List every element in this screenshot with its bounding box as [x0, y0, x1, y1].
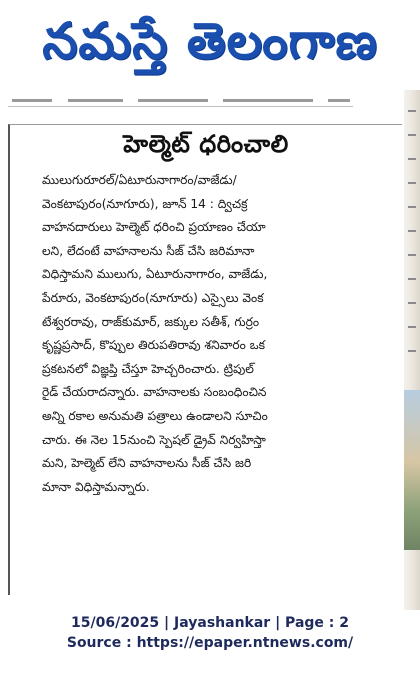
article-line: పేరూరు, వెంకటాపురం(నూగూరు) ఎస్సైలు వెంక: [42, 290, 264, 305]
article-line: విధిస్తామని ములుగు, ఏటూరునాగారం, వాజేడు,: [42, 267, 268, 282]
cut-off-previous-text: [8, 94, 353, 107]
article-line: కృష్ణప్రసాద్, కొప్పుల తిరుపతిరావు శనివారం ఒక: [42, 338, 265, 353]
edition-info: 15/06/2025 | Jayashankar | Page : 2: [71, 615, 349, 631]
article-line: లని, లేదంటే వాహనాలను సీజ్ చేసి జరిమానా: [42, 243, 255, 258]
article-line: చారు. ఈ నెల 15నుంచి స్పెషల్ డ్రైవ్ నిర్వహిస్తా: [42, 432, 266, 447]
article-line: మానా విధిస్తామన్నారు.: [42, 479, 150, 494]
source-link[interactable]: Source : https://epaper.ntnews.com/: [66, 635, 354, 651]
article-headline: హెల్మెట్ ధరించాలి: [123, 130, 289, 158]
article-line: ప్రకటనలో విజ్ఞప్తి చేస్తూ హెచ్చరించారు. ట్రిపుల్: [42, 361, 254, 376]
newspaper-logo: నమస్తే తెలంగాణ: [42, 12, 378, 70]
article-line: వెంకటాపురం(నూగూరు), జూన్ 14 : ద్విచక్ర: [42, 196, 248, 211]
article-line: మని, హెల్మెట్ లేని వాహనాలను సీజ్ చేసి జరి: [42, 456, 252, 471]
adjacent-page-edge: [404, 90, 420, 610]
masthead: [10, 6, 410, 76]
clipping-area: [0, 90, 420, 610]
adjacent-photo: [404, 390, 420, 550]
article-line: అన్ని రకాల అనుమతి పత్రాలు ఉండాలని సూచిం: [42, 408, 268, 423]
article-line: టేశ్వరరావు, రాజ్‌కుమార్, జక్కుల సతీశ్, గుర్రం: [42, 314, 260, 329]
source-footer: [0, 613, 420, 653]
article-line: వాహనదారులు హెల్మెట్ ధరించి ప్రయాణం చేయా: [42, 220, 266, 235]
article-body: [42, 169, 396, 499]
article-line: ములుగురూరల్/ఏటూరునాగారం/వాజేడు/: [42, 173, 237, 187]
article-line: రైడ్ చేయరాదన్నారు. వాహనాలకు సంబంధించిన: [42, 385, 267, 400]
news-article: [8, 124, 402, 595]
